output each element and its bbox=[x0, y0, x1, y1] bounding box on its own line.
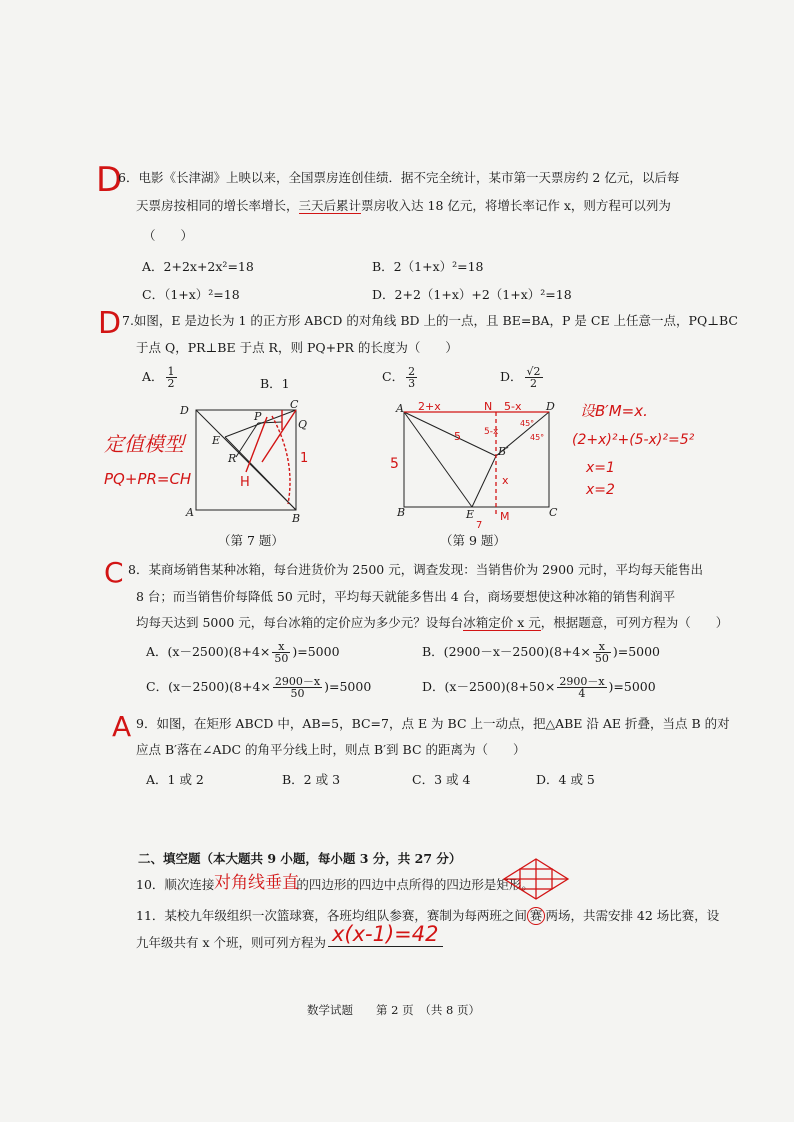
q9-label-d: D bbox=[546, 400, 555, 413]
q7-line2: 于点 Q，PR⊥BE 于点 R，则 PQ+PR 的长度为（ ） bbox=[136, 340, 458, 355]
answer-mark-q9: A bbox=[112, 710, 132, 743]
answer-mark-q6: D bbox=[96, 160, 123, 200]
q9-label-deg2: 45° bbox=[530, 433, 545, 442]
q7-note-formula: PQ+PR=CH bbox=[104, 470, 192, 488]
q9-work-line4: x=2 bbox=[586, 482, 615, 498]
q9-option-d: D．4 或 5 bbox=[536, 772, 595, 787]
q6-line2: 天票房按相同的增长率增长，三天后累计票房收入达 18 亿元，将增长率记作 x，则方程可以列为 bbox=[136, 198, 671, 213]
q7-option-d: D． $\frac{√2}{2}$ bbox=[500, 365, 541, 390]
q7-label-p: P bbox=[254, 410, 262, 423]
q7-option-b: B．1 bbox=[260, 376, 290, 391]
q11-line1: 11．某校九年级组织一次篮球赛，各班均组队参赛，赛制为每两班之间 赛 两场，共需安排 42 场比赛，设 bbox=[136, 908, 720, 923]
q9-label-b: B bbox=[397, 506, 406, 519]
q7-label-h: H bbox=[240, 475, 250, 490]
q9-line1: 9．如图，在矩形 ABCD 中，AB=5，BC=7，点 E 为 BC 上一动点，把△ABE 沿 AE 折叠，当点 B 的对 bbox=[136, 716, 730, 731]
q7-option-c: C． $\frac{2}{3}$ bbox=[382, 365, 416, 390]
q10-sketch bbox=[500, 856, 572, 902]
q9-work-line2: (2+x)²+(5-x)²=5² bbox=[572, 432, 695, 448]
q9-work-line1: 设B′M=x. bbox=[580, 402, 648, 420]
answer-mark-q7: D bbox=[98, 306, 122, 341]
q9-label-a: A bbox=[396, 402, 404, 415]
answer-mark-q8: C bbox=[104, 556, 124, 589]
q7-note-model: 定值模型 bbox=[104, 432, 184, 456]
q9-label-bprime: B′ bbox=[498, 445, 509, 458]
q6-option-d: D．2+2（1+x）+2（1+x）²=18 bbox=[372, 287, 572, 302]
q8-option-c: C．(x－2500)(8+4× $\frac{2900-x}{50}$ )=5000 bbox=[146, 675, 372, 700]
q6-paren: （ ） bbox=[143, 228, 194, 243]
q7-label-a: A bbox=[186, 506, 194, 519]
q9-label-5minusx: 5-x bbox=[504, 400, 522, 413]
q7-label-d: D bbox=[180, 404, 189, 417]
q7-line1: 7.如图，E 是边长为 1 的正方形 ABCD 的对角线 BD 上的一点，且 BE=BA，P 是 CE 上任意一点，PQ⊥BC bbox=[122, 313, 738, 328]
q9-line2: 应点 B′落在∠ADC 的角平分线上时，则点 B′到 BC 的距离为（ ） bbox=[136, 742, 526, 757]
q8-option-d: D．(x－2500)(8+50× $\frac{2900-x}{4}$ )=5000 bbox=[422, 675, 656, 700]
q8-line2: 8 台；而当销售价每降低 50 元时，平均每天就能多售出 4 台，商场要想使这种冰箱的销售利润平 bbox=[136, 589, 676, 604]
q7-figure bbox=[170, 400, 320, 525]
q8-line1: 8．某商场销售某种冰箱，每台进货价为 2500 元，调查发现：当销售价为 2900 元时，平均每天能售出 bbox=[128, 562, 703, 577]
section-fill-in-title: 二、填空题（本大题共 9 小题，每小题 3 分，共 27 分） bbox=[138, 851, 462, 866]
q11-handwritten-answer: x(x-1)=42 bbox=[328, 922, 443, 947]
q6-option-b: B．2（1+x）²=18 bbox=[372, 259, 484, 274]
q9-label-n: N bbox=[484, 400, 493, 413]
q7-label-e: E bbox=[212, 434, 221, 447]
q9-label-e: E bbox=[466, 508, 475, 521]
q7-label-q: Q bbox=[298, 418, 308, 431]
page-footer: 数学试题 第 2 页 （共 8 页） bbox=[307, 1003, 481, 1017]
q6-option-c: C．（1+x）²=18 bbox=[142, 287, 240, 302]
q6-option-a: A．2+2x+2x²=18 bbox=[142, 259, 254, 274]
q9-caption: （第 9 题） bbox=[440, 533, 506, 548]
q8-option-a: A．(x－2500)(8+4× $\frac{x}{50}$ )=5000 bbox=[146, 640, 340, 665]
q9-option-c: C．3 或 4 bbox=[412, 772, 471, 787]
q7-label-c: C bbox=[290, 398, 299, 411]
q9-option-a: A．1 或 2 bbox=[146, 772, 204, 787]
q9-label-m: M bbox=[500, 510, 510, 523]
q9-label-seven: 7 bbox=[476, 520, 483, 531]
q7-caption: （第 7 题） bbox=[218, 533, 284, 548]
q7-label-one: 1 bbox=[300, 451, 309, 466]
q9-label-5minusx-2: 5-x bbox=[484, 427, 499, 437]
q8-line3: 均每天达到 5000 元，每台冰箱的定价应为多少元？设每台冰箱定价 x 元，根据题意，可列方程为（ ） bbox=[136, 615, 729, 630]
q10-line: 10．顺次连接 的四边形的四边中点所得的四边形是矩形。 bbox=[136, 877, 534, 892]
q9-option-b: B．2 或 3 bbox=[282, 772, 341, 787]
q11-line2: 九年级共有 x 个班，则可列方程为 bbox=[136, 935, 326, 950]
q6-line1: 6．电影《长津湖》上映以来，全国票房连创佳绩．据不完全统计，某市第一天票房约 2 亿元，以后每 bbox=[118, 170, 680, 185]
q9-label-x: x bbox=[502, 474, 509, 487]
q9-label-2plusx: 2+x bbox=[418, 400, 441, 413]
q10-handwritten-answer: 对角线垂直 bbox=[214, 873, 299, 893]
q9-label-deg1: 45° bbox=[520, 419, 535, 428]
q9-work-line3: x=1 bbox=[586, 460, 615, 476]
q7-label-b: B bbox=[292, 512, 301, 525]
q9-label-c: C bbox=[549, 506, 558, 519]
q7-option-a: A． $\frac{1}{2}$ bbox=[142, 365, 175, 390]
q8-option-b: B．(2900－x－2500)(8+4× $\frac{x}{50}$ )=5000 bbox=[422, 640, 661, 665]
q9-label-five-left: 5 bbox=[390, 456, 399, 472]
q9-label-five-diag: 5 bbox=[454, 430, 461, 443]
q7-label-r: R bbox=[228, 452, 237, 465]
q9-figure bbox=[390, 398, 567, 531]
